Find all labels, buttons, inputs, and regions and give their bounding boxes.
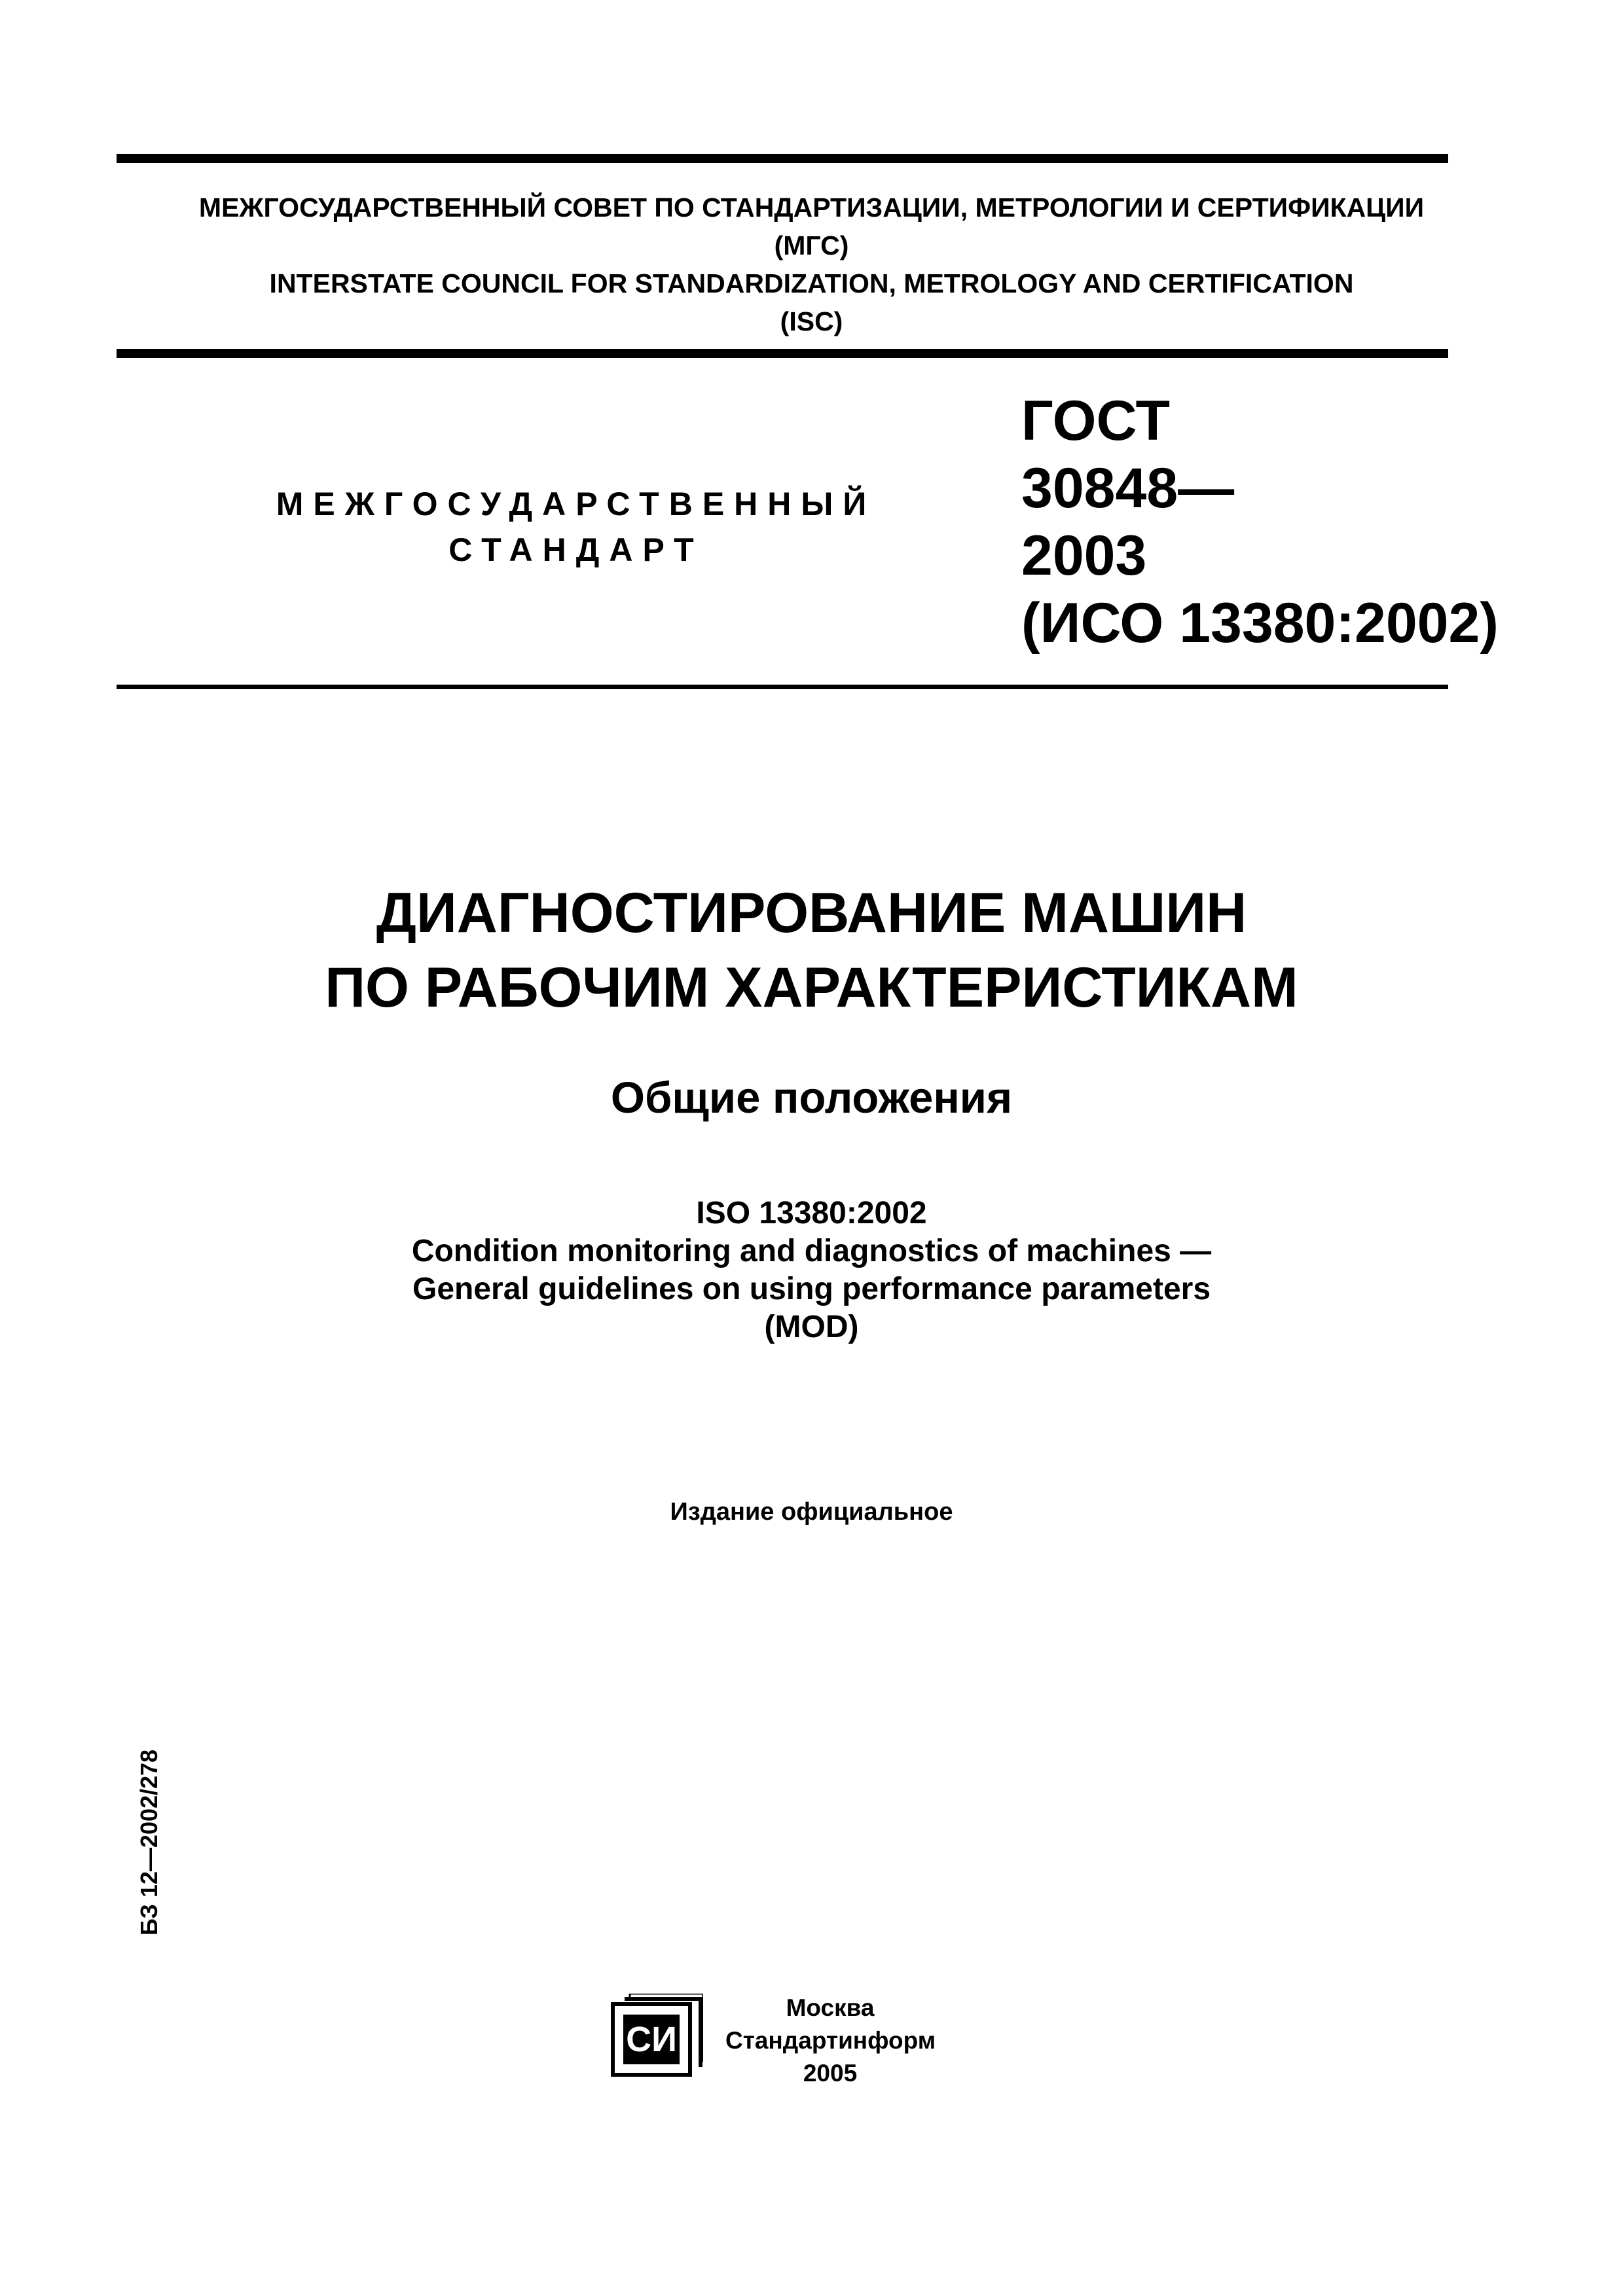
standard-type-line2: СТАНДАРТ	[448, 531, 704, 568]
iso-line1: ISO 13380:2002	[696, 1196, 927, 1230]
council-abbr-ru: (МГС)	[774, 230, 849, 260]
top-divider	[117, 154, 1448, 163]
edition-label: Издание официальное	[670, 1498, 953, 1526]
council-header	[0, 188, 1623, 340]
standartinform-logo-icon	[610, 1994, 703, 2077]
council-name-ru: МЕЖГОСУДАРСТВЕННЫЙ СОВЕТ ПО СТАНДАРТИЗАЦИИ, МЕТРОЛОГИИ И СЕРТИФИКАЦИИ	[198, 192, 1425, 223]
iso-line4: (MOD)	[764, 1310, 859, 1344]
publisher-name: Стандартинформ	[725, 2027, 936, 2054]
middle-divider	[117, 349, 1448, 358]
iso-line2: Condition monitoring and diagnostics of machines —	[411, 1234, 1212, 1268]
designation-line1: ГОСТ	[1021, 389, 1171, 452]
document-title	[0, 876, 1623, 1025]
publisher-block	[725, 1992, 935, 2090]
standard-designation	[1021, 387, 1499, 657]
iso-reference	[0, 1194, 1623, 1346]
publisher-year: 2005	[803, 2060, 858, 2087]
council-abbr-en: (ISC)	[780, 306, 843, 336]
side-code: БЗ 12—2002/278	[136, 1749, 162, 1936]
standard-type	[249, 481, 903, 573]
document-subtitle: Общие положения	[610, 1073, 1013, 1122]
title-line1: ДИАГНОСТИРОВАНИЕ МАШИН	[376, 882, 1247, 944]
standard-type-line1: МЕЖГОСУДАРСТВЕННЫЙ	[276, 486, 877, 522]
logo-text: СИ	[626, 2020, 677, 2059]
designation-line4: (ИСО 13380:2002)	[1021, 592, 1499, 655]
bottom-divider	[117, 685, 1448, 689]
publisher-city: Москва	[786, 1994, 875, 2021]
iso-line3: General guidelines on using performance parameters	[412, 1272, 1211, 1306]
council-name-en: INTERSTATE COUNCIL FOR STANDARDIZATION, METROLOGY AND CERTIFICATION	[269, 268, 1354, 298]
designation-line2: 30848—	[1021, 457, 1235, 520]
designation-line3: 2003	[1021, 524, 1147, 587]
title-line2: ПО РАБОЧИМ ХАРАКТЕРИСТИКАМ	[325, 956, 1298, 1019]
